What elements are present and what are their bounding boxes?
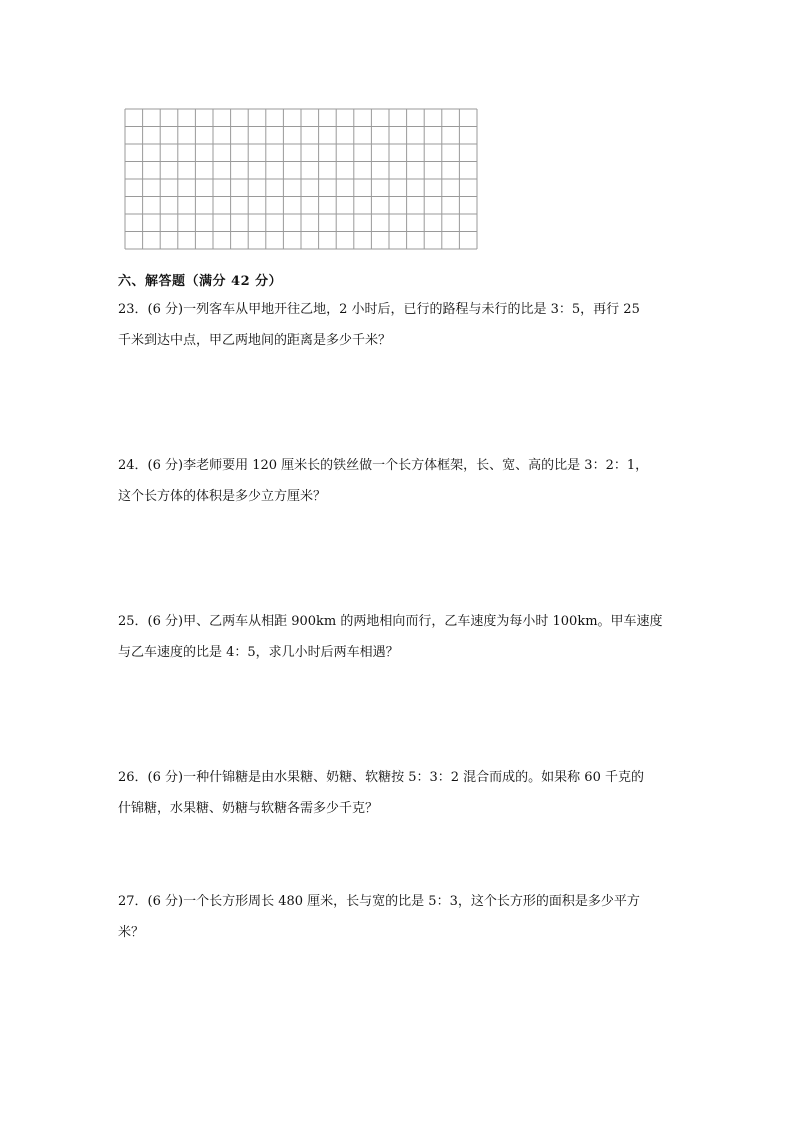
question-23-line-2: 千米到达中点，甲乙两地间的距离是多少千米？ xyxy=(118,333,392,348)
question-25-line-2: 与乙车速度的比是 4：5，求几小时后两车相遇？ xyxy=(118,645,399,660)
question-27-line-1: 27．(6 分)一个长方形周长 480 厘米，长与宽的比是 5：3，这个长方形的面积是多少平方 xyxy=(118,894,640,909)
grid-lines xyxy=(124,108,478,250)
question-27-line-2: 米？ xyxy=(118,925,145,940)
drawing-grid xyxy=(124,108,478,254)
question-26-line-1: 26．(6 分)一种什锦糖是由水果糖、奶糖、软糖按 5：3：2 混合而成的。如果称 60 千克的 xyxy=(118,770,644,785)
question-24-line-2: 这个长方体的体积是多少立方厘米？ xyxy=(118,489,327,504)
question-23-line-1: 23．(6 分)一列客车从甲地开往乙地，2 小时后，已行的路程与未行的比是 3：5，再行 25 xyxy=(118,302,640,317)
question-26-line-2: 什锦糖，水果糖、奶糖与软糖各需多少千克？ xyxy=(118,801,379,816)
question-25-line-1: 25．(6 分)甲、乙两车从相距 900km 的两地相向而行，乙车速度为每小时 100km。甲车速度 xyxy=(118,614,663,629)
question-24-line-1: 24．(6 分)李老师要用 120 厘米长的铁丝做一个长方体框架，长、宽、高的比是 3：2：1， xyxy=(118,458,649,473)
section-title: 六、解答题（满分 42 分） xyxy=(118,274,283,289)
